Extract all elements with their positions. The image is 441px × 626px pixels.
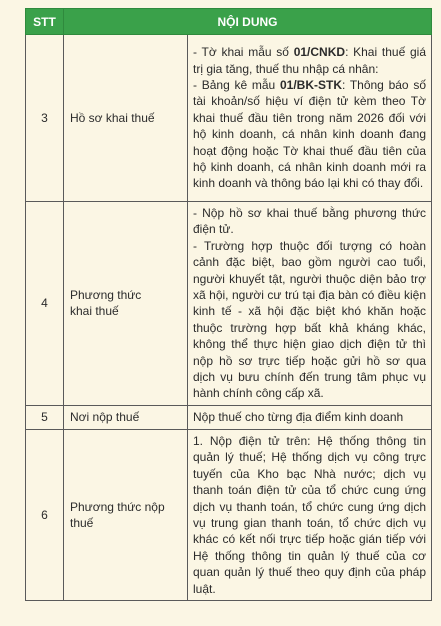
header-content: NỘI DUNG <box>64 9 432 35</box>
table-row <box>26 429 432 600</box>
text-segment: - Bảng kê mẫu <box>193 77 280 92</box>
row-content: Nộp thuế cho từng địa điểm kinh doanh <box>188 405 432 429</box>
content-paragraph <box>193 77 426 192</box>
row-content: 1. Nộp điện tử trên: Hệ thống thông tin quản lý thuế; Hệ thống dịch vụ công trực tuyến của Kho bạc Nhà nước; dịch vụ thanh toán điện tử của tổ chức cung ứng dịch vụ thanh toán, tổ chức cung ứng dịch vụ trung gian thanh toán, tổ chức dịch vụ khác có kết nối trực tiếp hoặc gián tiếp với Hệ thống thông tin quản lý thuế của cơ quan quản lý thuế theo quy định của pháp luật. <box>188 429 432 600</box>
table-header-row <box>26 9 432 35</box>
tax-info-table-container <box>25 8 431 601</box>
tax-info-table <box>25 8 432 601</box>
text-segment: : Khai thuế giá trị gia tăng, thuế thu nhập cá nhân: <box>193 45 426 76</box>
text-segment: : Thông báo số tài khoản/số hiệu ví điện tử kèm theo Tờ khai thuế đầu tiên trong năm 2026 đối với hộ kinh doanh, cá nhân kinh doanh đang hoạt động hoặc Tờ khai thuế đầu tiên của hộ kinh doanh, cá nhân kinh doanh mới ra kinh doanh và thông báo lại khi có thay đổi. <box>193 77 427 191</box>
row-name-line: khai thuế <box>70 304 119 319</box>
row-stt: 5 <box>26 405 64 429</box>
row-stt: 3 <box>26 35 64 202</box>
row-stt: 4 <box>26 202 64 406</box>
text-segment: - Tờ khai mẫu số <box>193 45 294 60</box>
row-name: Phương thức nộp thuế <box>64 429 188 600</box>
table-row <box>26 202 432 406</box>
table-row <box>26 35 432 202</box>
row-name <box>64 202 188 406</box>
form-code: 01/BK-STK <box>279 77 342 92</box>
row-stt: 6 <box>26 429 64 600</box>
row-name-line: Phương thức <box>70 288 142 303</box>
row-content <box>188 202 432 406</box>
content-paragraph: - Nộp hồ sơ khai thuế bằng phương thức điện tử. <box>193 206 426 237</box>
row-name: Hồ sơ khai thuế <box>64 35 188 202</box>
form-code: 01/CNKD <box>293 45 346 60</box>
content-paragraph: - Trường hợp thuộc đối tượng có hoàn cảnh đặc biệt, bao gồm người cao tuổi, người khuyết tật, người thuộc diện bảo trợ xã hội, người cư trú tại địa bàn có điều kiện kinh tế - xã hội đặc biệt khó khăn hoặc thuộc trường hợp bất khả kháng khác, không thể thực hiện giao dịch điện tử thì nộp hồ sơ trực tiếp hoặc gửi hồ sơ qua dịch vụ bưu chính đến trung tâm phục vụ hành chính công cấp xã. <box>193 238 426 401</box>
row-name: Nơi nộp thuế <box>64 405 188 429</box>
table-row <box>26 405 432 429</box>
header-stt: STT <box>26 9 64 35</box>
content-paragraph <box>193 44 426 77</box>
row-content <box>188 35 432 202</box>
